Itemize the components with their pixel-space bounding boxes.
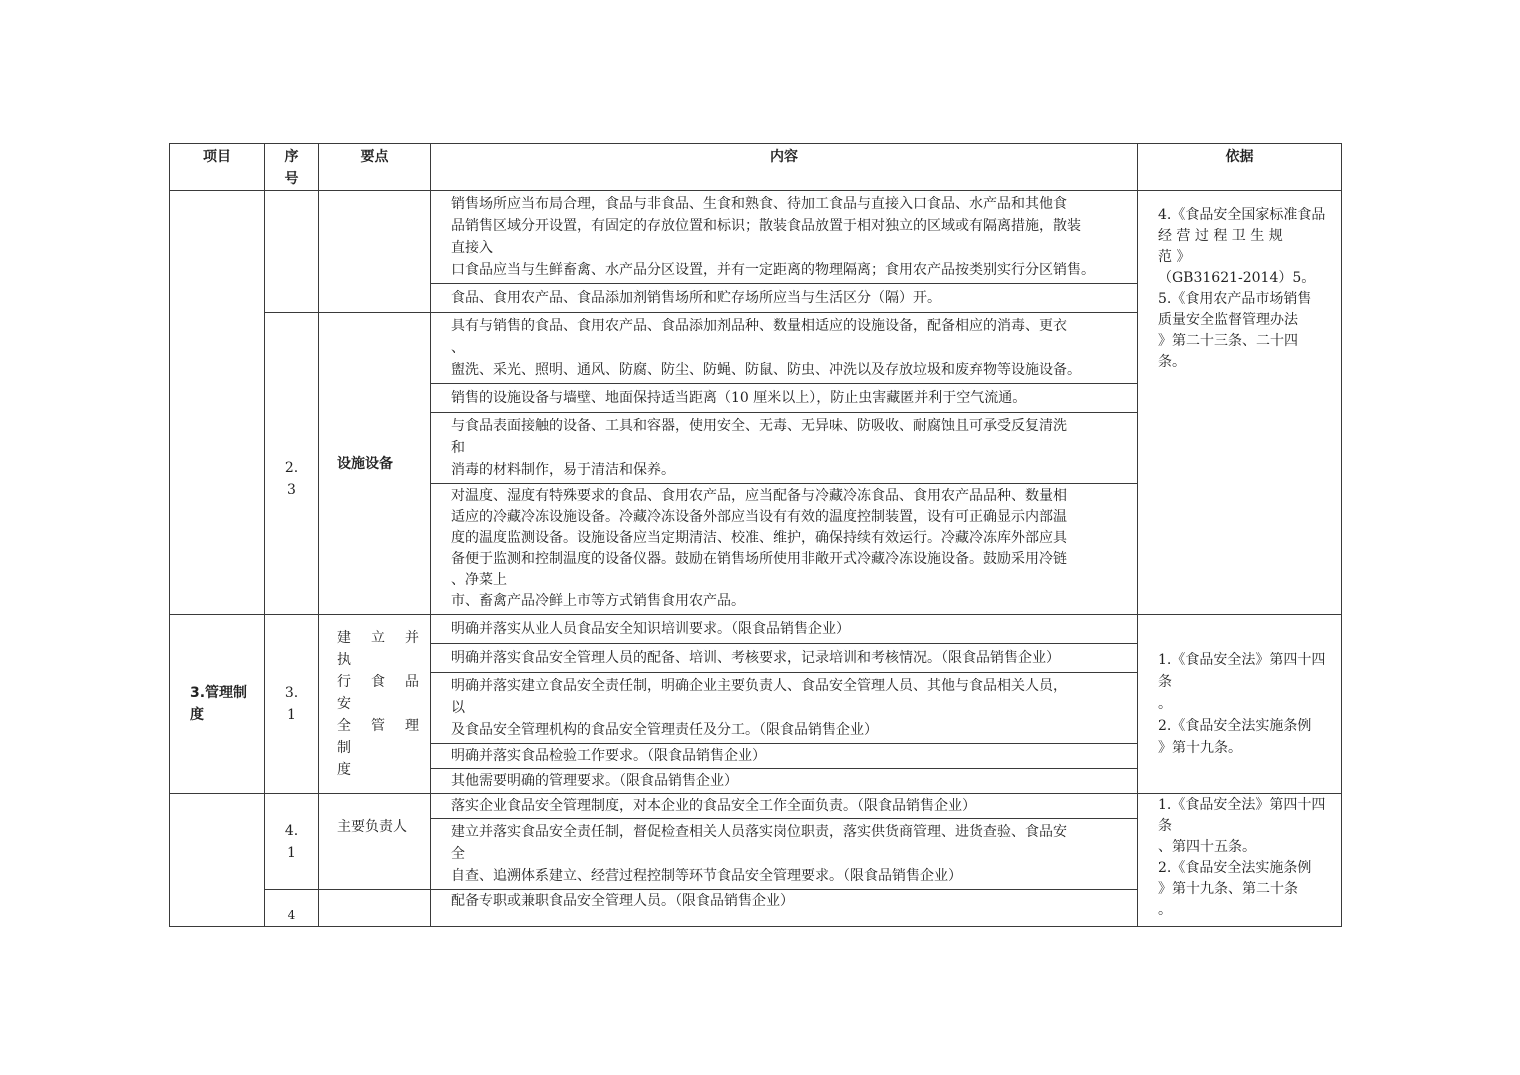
header-basis: 依据 — [1138, 144, 1342, 191]
basis-line: 条。 — [1158, 354, 1186, 370]
content-cell — [431, 769, 1138, 794]
content-cell — [431, 384, 1138, 413]
header-seq — [265, 144, 319, 191]
content-line: 具有与销售的食品、食用农产品、食品添加剂品种、数量相适应的设施设备，配备相应的消毒、更衣 — [451, 318, 1067, 334]
content-line: 备便于监测和控制温度的设备仪器。鼓励在销售场所使用非敞开式冷藏冷冻设施设备。鼓励采用冷链 — [451, 551, 1067, 567]
content-text: 食品、食用农产品、食品添加剂销售场所和贮存场所应当与生活区分（隔）开。 — [451, 290, 941, 306]
seq-text: 3. — [284, 685, 299, 701]
content-line: 直接入 — [451, 240, 493, 256]
content-line: 市、畜禽产品冷鲜上市等方式销售食用农产品。 — [451, 593, 745, 609]
content-text: 销售的设施设备与墙壁、地面保持适当距离（10 厘米以上），防止虫害藏匿并利于空气流通。 — [451, 390, 1027, 406]
content-text: 明确并落实食品检验工作要求。（限食品销售企业） — [451, 748, 766, 764]
content-cell — [431, 819, 1138, 890]
seq-text: 1 — [287, 707, 296, 723]
seq-text: 4 — [287, 908, 296, 922]
item-text: 3.管理制 — [190, 685, 248, 701]
item-text: 度 — [190, 707, 204, 723]
basis-line: （GB31621-2014）5。 — [1158, 270, 1316, 286]
basis-line: 》第十九条、第二十条 — [1158, 881, 1298, 897]
content-cell — [431, 673, 1138, 744]
basis-line: 经 营 过 程 卫 生 规 — [1158, 228, 1283, 244]
content-line: 销售场所应当布局合理，食品与非食品、生食和熟食、待加工食品与直接入口食品、水产品和其他食 — [451, 196, 1067, 212]
key-cell-empty — [319, 191, 431, 313]
content-text: 落实企业食品安全管理制度，对本企业的食品安全工作全面负责。（限食品销售企业） — [451, 798, 976, 814]
content-cell — [431, 744, 1138, 769]
content-cell — [431, 484, 1138, 615]
content-cell — [431, 413, 1138, 484]
content-cell — [431, 890, 1138, 927]
content-line: 和 — [451, 440, 465, 456]
table-row — [170, 191, 1342, 284]
key-cell — [319, 794, 431, 890]
basis-line: 1.《食品安全法》第四十四条 — [1158, 652, 1326, 690]
content-cell — [431, 313, 1138, 384]
basis-line: 2.《食品安全法实施条例 — [1158, 718, 1312, 734]
content-line: 消毒的材料制作，易于清洁和保养。 — [451, 462, 675, 478]
regulation-table — [169, 143, 1342, 927]
content-text: 明确并落实从业人员食品安全知识培训要求。（限食品销售企业） — [451, 621, 850, 637]
content-line: 盥洗、采光、照明、通风、防腐、防尘、防蝇、防鼠、防虫、冲洗以及存放垃圾和废弃物等设施设备。 — [451, 362, 1081, 378]
seq-cell — [265, 313, 319, 615]
content-cell — [431, 615, 1138, 644]
item-cell — [170, 615, 265, 794]
key-text: 行 食 品 安 — [337, 674, 422, 712]
content-line: 明确并落实建立食品安全责任制，明确企业主要负责人、食品安全管理人员、其他与食品相关人员， — [451, 678, 1067, 694]
basis-cell — [1138, 794, 1342, 927]
key-text: 建 立 并 执 — [337, 630, 422, 668]
content-cell — [431, 644, 1138, 673]
content-text: 明确并落实食品安全管理人员的配备、培训、考核要求，记录培训和考核情况。（限食品销售企业） — [451, 650, 1060, 666]
basis-line: 质量安全监督管理办法 — [1158, 312, 1298, 328]
key-text: 主要负责人 — [337, 819, 407, 835]
seq-cell — [265, 890, 319, 927]
basis-line: 、第四十五条。 — [1158, 839, 1256, 855]
content-line: 建立并落实食品安全责任制，督促检查相关人员落实岗位职责，落实供货商管理、进货查验、食品安 — [451, 824, 1067, 840]
content-line: 、净菜上 — [451, 572, 507, 588]
content-line: 口食品应当与生鲜畜禽、水产品分区设置，并有一定距离的物理隔离；食用农产品按类别实行分区销售。 — [451, 262, 1095, 278]
basis-line: 5.《食用农产品市场销售 — [1158, 291, 1312, 307]
seq-cell — [265, 615, 319, 794]
content-text: 其他需要明确的管理要求。（限食品销售企业） — [451, 773, 738, 789]
header-item: 项目 — [170, 144, 265, 191]
content-line: 自查、追溯体系建立、经营过程控制等环节食品安全管理要求。（限食品销售企业） — [451, 868, 962, 884]
basis-line: 2.《食品安全法实施条例 — [1158, 860, 1312, 876]
key-text: 全 管 理 制 — [337, 718, 422, 756]
content-line: 适应的冷藏冷冻设施设备。冷藏冷冻设备外部应当设有有效的温度控制装置，设有可正确显示内部温 — [451, 509, 1067, 525]
basis-line: 》第十九条。 — [1158, 740, 1242, 756]
item-cell-empty — [170, 191, 265, 615]
content-line: 对温度、湿度有特殊要求的食品、食用农产品，应当配备与冷藏冷冻食品、食用农产品品种、数量相 — [451, 488, 1067, 504]
basis-line: 。 — [1158, 902, 1172, 918]
content-line: 度的温度监测设备。设施设备应当定期清洁、校准、维护，确保持续有效运行。冷藏冷冻库外部应具 — [451, 530, 1067, 546]
seq-text: 1 — [287, 844, 296, 861]
content-line: 与食品表面接触的设备、工具和容器，使用安全、无毒、无异味、防吸收、耐腐蚀且可承受反复清洗 — [451, 418, 1067, 434]
header-row — [170, 144, 1342, 191]
content-cell — [431, 284, 1138, 313]
key-cell-empty — [319, 890, 431, 927]
table-row — [170, 615, 1342, 644]
seq-text: 3 — [287, 481, 296, 498]
key-cell — [319, 615, 431, 794]
key-text: 设施设备 — [337, 455, 393, 472]
content-line: 品销售区域分开设置，有固定的存放位置和标识；散装食品放置于相对独立的区域或有隔离措施，散装 — [451, 218, 1081, 234]
key-cell — [319, 313, 431, 615]
seq-cell-empty — [265, 191, 319, 313]
content-cell — [431, 794, 1138, 819]
content-text: 配备专职或兼职食品安全管理人员。（限食品销售企业） — [451, 893, 794, 909]
header-key: 要点 — [319, 144, 431, 191]
seq-text: 2. — [284, 459, 299, 476]
seq-cell — [265, 794, 319, 890]
header-content: 内容 — [431, 144, 1138, 191]
header-seq-text: 序号 — [284, 149, 299, 187]
item-cell-empty — [170, 794, 265, 927]
key-text: 度 — [337, 762, 354, 778]
seq-text: 4. — [284, 822, 299, 839]
content-line: 、 — [451, 340, 465, 356]
basis-cell — [1138, 615, 1342, 794]
basis-line: 1.《食品安全法》第四十四条 — [1158, 797, 1326, 834]
content-line: 以 — [451, 700, 465, 716]
basis-line: 4.《食品安全国家标准食品 — [1158, 207, 1326, 223]
basis-line: 》第二十三条、二十四 — [1158, 333, 1298, 349]
basis-cell — [1138, 191, 1342, 615]
content-line: 全 — [451, 846, 465, 862]
regulation-table-page — [169, 143, 1341, 922]
basis-line: 。 — [1158, 696, 1172, 712]
content-cell — [431, 191, 1138, 284]
table-row — [170, 794, 1342, 819]
basis-line: 范 》 — [1158, 249, 1191, 265]
content-line: 及食品安全管理机构的食品安全管理责任及分工。（限食品销售企业） — [451, 722, 878, 738]
